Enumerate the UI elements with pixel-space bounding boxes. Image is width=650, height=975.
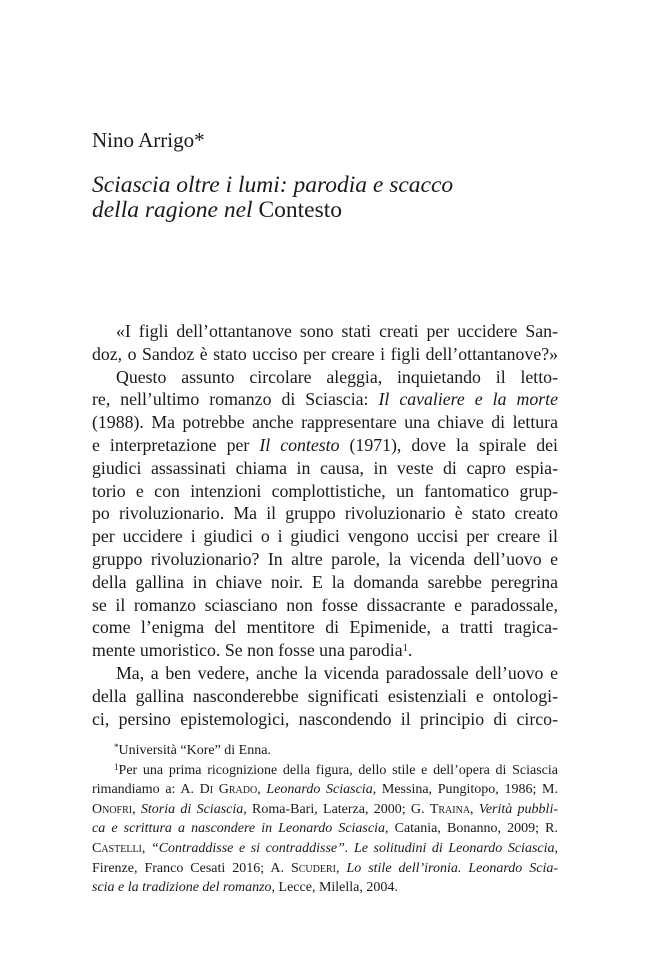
footnote-mark: 1 <box>114 761 119 772</box>
title-line-1: Sciascia oltre i lumi: parodia e scacco <box>92 172 454 198</box>
body-line: ci, persino epistemologici, nascondendo il principio di circo- <box>92 708 558 729</box>
body-line: Ma, a ben vedere, anche la vicenda paradossale dell’uovo e <box>116 662 558 683</box>
work-title: scia e la tradizione del romanzo <box>92 880 272 896</box>
body-text-run: . <box>407 640 413 661</box>
title-work-name: Contesto <box>258 197 342 223</box>
body-text-run: mente umoristico. Se non fosse una parodia <box>92 640 403 661</box>
footnote-reference: 1 <box>402 642 408 655</box>
body-line: come l’enigma del mentitore di Epimenide, a tratti tragica- <box>92 617 558 638</box>
author-surname: Onofri <box>92 801 133 817</box>
footnote-mark: * <box>114 742 119 752</box>
affiliation-text: Università “Kore” di Enna. <box>118 743 271 758</box>
footnotes <box>92 741 558 898</box>
body-line: torio e con intenzioni complottistiche, un fantomatico grup- <box>92 480 558 501</box>
body-line: Questo assunto circolare aleggia, inquietando il letto- <box>116 366 558 387</box>
footnote-line <box>92 859 558 879</box>
footnote-line <box>92 819 558 839</box>
body-text-run: e interpretazione per <box>92 434 260 455</box>
body-line: della gallina in chiave noir. E la domanda sarebbe peregrina <box>92 571 558 592</box>
footnote-text-run: Firenze, Franco Cesati 2016; A. <box>92 860 291 876</box>
body-line: doz, o Sandoz è stato ucciso per creare i figli dell’ottantanove?» <box>92 343 558 364</box>
footnote-line <box>92 780 558 800</box>
body-line: gruppo rivoluzionario? In altre parole, la vicenda dell’uovo e <box>92 548 558 569</box>
body-line: per uccidere i giudici o i giudici vengono uccisi per creare il <box>92 526 558 547</box>
footnote-text-run: Per una prima ricognizione della figura, dello stile e dell’opera di Sciascia <box>118 762 558 778</box>
affiliation-note <box>92 741 558 761</box>
footnote-text-run: , <box>132 801 141 817</box>
author-surname: Traina <box>429 801 471 817</box>
body-line: della gallina nasconderebbe significati esistenziali e ontologi- <box>92 685 558 706</box>
author-surname: Scuderi <box>290 860 336 876</box>
footnote-text-run: , Lecce, Milella, 2004. <box>271 880 398 896</box>
body-line <box>92 434 558 457</box>
footnote-text-run: , <box>470 801 479 817</box>
work-title: Il contesto <box>259 434 340 455</box>
body-line: se il romanzo sciasciano non fosse dissacrante e paradossale, <box>92 594 558 615</box>
essay-title <box>92 173 572 223</box>
footnote-text-run: , <box>335 860 347 876</box>
footnote-line <box>92 878 558 898</box>
body-line: «I figli dell’ottantanove sono stati creati per uccidere San- <box>116 321 558 341</box>
footnote-text-run: , <box>141 840 151 856</box>
title-line-2 <box>92 198 572 223</box>
footnote-text-run: , <box>554 840 558 856</box>
body-line <box>92 388 558 411</box>
title-line-2-italic: della ragione nel <box>92 197 259 223</box>
work-title: Storia di Sciascia <box>140 801 244 817</box>
footnote-text-run: , <box>257 782 267 798</box>
work-title: Lo stile dell’ironia. Leonardo Scia- <box>346 860 558 876</box>
work-title: ca e scrittura a nascondere in Leonardo Sciascia <box>92 821 385 837</box>
author-surname: Castelli <box>92 840 142 856</box>
footnote-text-run: , Roma-Bari, Laterza, 2000; G. <box>243 801 430 817</box>
body-text-run: re, nell’ultimo romanzo di Sciascia: <box>92 389 379 410</box>
body-line: giudici assassinati chiama in causa, in veste di capro espia- <box>92 457 558 478</box>
footnote-line <box>92 800 558 820</box>
footnote-text-run: , Catania, Bonanno, 2009; R. <box>384 821 558 837</box>
footnote-line <box>92 761 558 781</box>
work-title: Leonardo Sciascia <box>266 782 373 798</box>
body-line <box>92 639 558 662</box>
author-surname: Di Grado <box>199 782 258 798</box>
body-text <box>92 320 558 730</box>
author-name: Nino Arrigo* <box>92 128 205 152</box>
work-title: Verità pubbli- <box>478 801 558 817</box>
footnote-text-run: rimandiamo a: A. <box>92 782 200 798</box>
body-line: (1988). Ma potrebbe anche rappresentare una chiave di lettura <box>92 412 558 433</box>
work-title: Il cavaliere e la morte <box>378 389 558 410</box>
footnote-text-run: , Messina, Pungitopo, 1986; M. <box>372 782 559 798</box>
body-text-run: (1971), dove la spirale dei <box>339 434 559 455</box>
body-line: po rivoluzionario. Ma il gruppo rivoluzionario è stato creato <box>92 503 558 524</box>
footnote-line <box>92 839 558 859</box>
work-title: “Contraddisse e si contraddisse”. Le solitudini di Leonardo Sciascia <box>150 840 555 856</box>
